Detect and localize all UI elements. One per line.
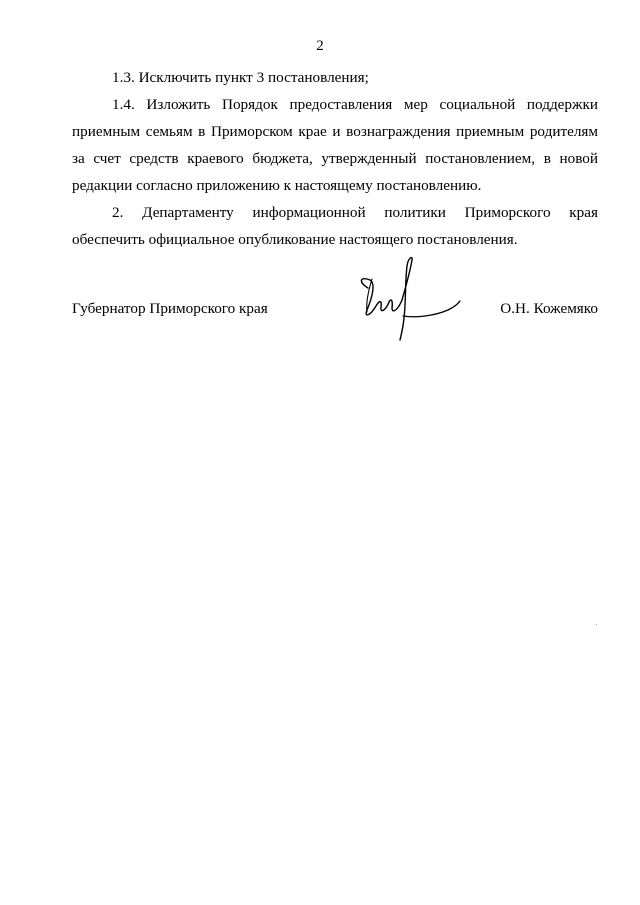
scan-speck (596, 624, 597, 625)
signer-name: О.Н. Кожемяко (500, 300, 598, 317)
signature-block (72, 294, 598, 354)
page-number: 2 (316, 38, 324, 54)
signer-title: Губернатор Приморского края (72, 300, 268, 317)
paragraph-1-4: 1.4. Изложить Порядок предоставления мер социальной поддержки приемным семьям в Приморском крае и вознаграждения приемным родителям за счет средств краевого бюджета, утвержденный постановлением, в новой редакции согласно приложению к настоящему постановлению. (72, 96, 598, 194)
paragraph-1-3: 1.3. Исключить пункт 3 постановления; (112, 69, 369, 86)
handwritten-signature (354, 252, 464, 342)
paragraph-2: 2. Департаменту информационной политики Приморского края обеспечить официальное опубликование настоящего постановления. (72, 204, 598, 248)
document-body (72, 64, 598, 253)
